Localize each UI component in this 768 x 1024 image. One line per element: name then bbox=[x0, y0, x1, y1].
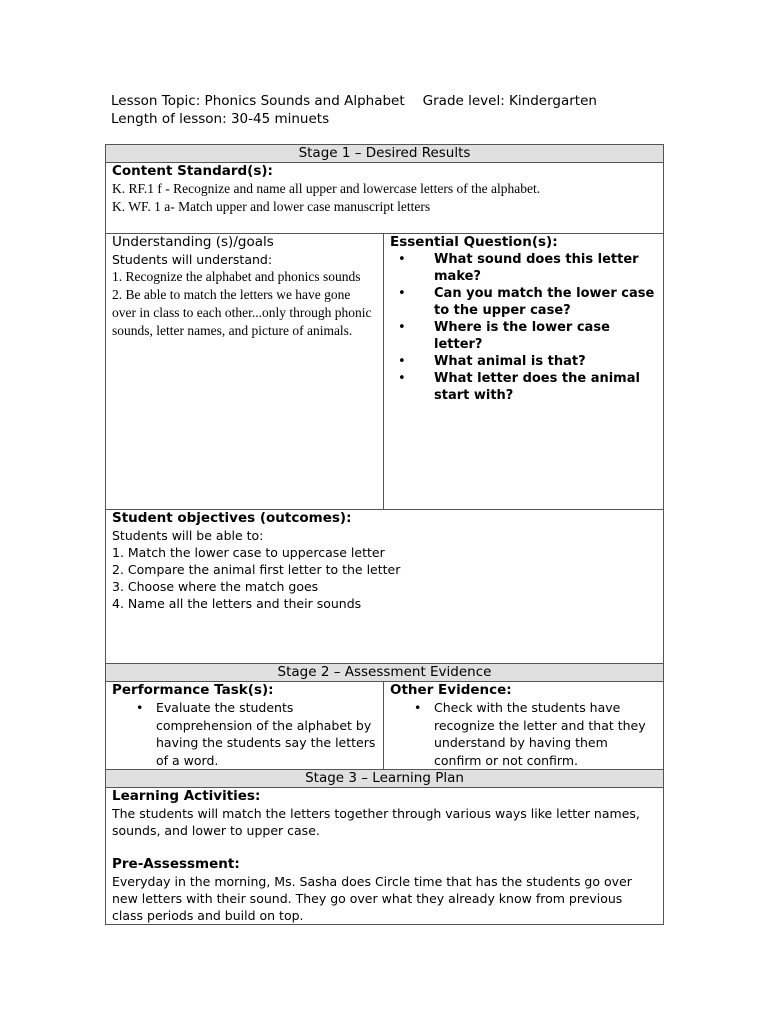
question-item: • What letter does the animal start with? bbox=[434, 370, 657, 404]
learning-activities-text: The students will match the letters together through various ways like letter names, sounds, and lower to upper case. bbox=[112, 806, 640, 838]
other-evidence-item: • Check with the students have recognize the letter and that they understand by having them confirm or not confirm. bbox=[434, 699, 657, 769]
grade-level: Grade level: Kindergarten bbox=[422, 93, 597, 109]
standard-line: K. RF.1 f - Recognize and name all upper and lowercase letters of the alphabet. bbox=[112, 181, 541, 196]
understanding-label: Understanding (s)/goals bbox=[112, 234, 274, 250]
understanding-intro: Students will understand: bbox=[112, 252, 273, 267]
objective-item: 1. Match the lower case to uppercase letter bbox=[112, 545, 385, 560]
understanding-cell bbox=[106, 234, 384, 510]
objective-item: 4. Name all the letters and their sounds bbox=[112, 596, 362, 611]
lesson-plan-table bbox=[105, 144, 664, 925]
understanding-item: 1. Recognize the alphabet and phonics sounds bbox=[112, 269, 361, 284]
objectives-label: Student objectives (outcomes): bbox=[112, 510, 352, 526]
standard-line: K. WF. 1 a- Match upper and lower case manuscript letters bbox=[112, 199, 431, 214]
question-item: • What animal is that? bbox=[434, 353, 657, 370]
question-item: • Can you match the lower case to the upper case? bbox=[434, 285, 657, 319]
objective-item: 3. Choose where the match goes bbox=[112, 579, 319, 594]
lesson-header bbox=[111, 92, 597, 128]
stage-2-header: Stage 2 – Assessment Evidence bbox=[106, 664, 664, 682]
essential-questions-label: Essential Question(s): bbox=[390, 234, 558, 250]
pre-assessment-text: Everyday in the morning, Ms. Sasha does Circle time that has the students go over new letters with their sound. They go over what they already know from previous class periods and build on top. bbox=[112, 874, 632, 923]
stage-3-header: Stage 3 – Learning Plan bbox=[106, 770, 664, 788]
question-item: • What sound does this letter make? bbox=[434, 251, 657, 285]
essential-questions-cell bbox=[384, 234, 664, 510]
question-item: • Where is the lower case letter? bbox=[434, 319, 657, 353]
other-evidence-label: Other Evidence: bbox=[390, 682, 512, 698]
learning-activities-label: Learning Activities: bbox=[112, 788, 261, 804]
header-row-1 bbox=[111, 92, 597, 110]
learning-plan-cell bbox=[106, 788, 664, 925]
performance-task-cell bbox=[106, 682, 384, 770]
other-evidence-list bbox=[390, 699, 657, 769]
objectives-cell bbox=[106, 510, 664, 664]
content-standards-label: Content Standard(s): bbox=[112, 163, 273, 179]
lesson-length: Length of lesson: 30-45 minuets bbox=[111, 111, 330, 127]
performance-task-item: • Evaluate the students comprehension of the alphabet by having the students say the letters of a word. bbox=[156, 699, 377, 769]
objectives-intro: Students will be able to: bbox=[112, 528, 264, 543]
performance-task-list bbox=[112, 699, 377, 769]
performance-task-label: Performance Task(s): bbox=[112, 682, 274, 698]
pre-assessment-label: Pre-Assessment: bbox=[112, 856, 240, 872]
understanding-item: 2. Be able to match the letters we have gone over in class to each other...only through phonic sounds, letter names, and picture of animals. bbox=[112, 287, 372, 338]
lesson-topic: Lesson Topic: Phonics Sounds and Alphabet bbox=[111, 93, 405, 109]
content-standards-cell bbox=[106, 163, 664, 234]
objective-item: 2. Compare the animal first letter to the letter bbox=[112, 562, 401, 577]
essential-questions-list bbox=[390, 251, 657, 404]
other-evidence-cell bbox=[384, 682, 664, 770]
stage-1-header: Stage 1 – Desired Results bbox=[106, 145, 664, 163]
